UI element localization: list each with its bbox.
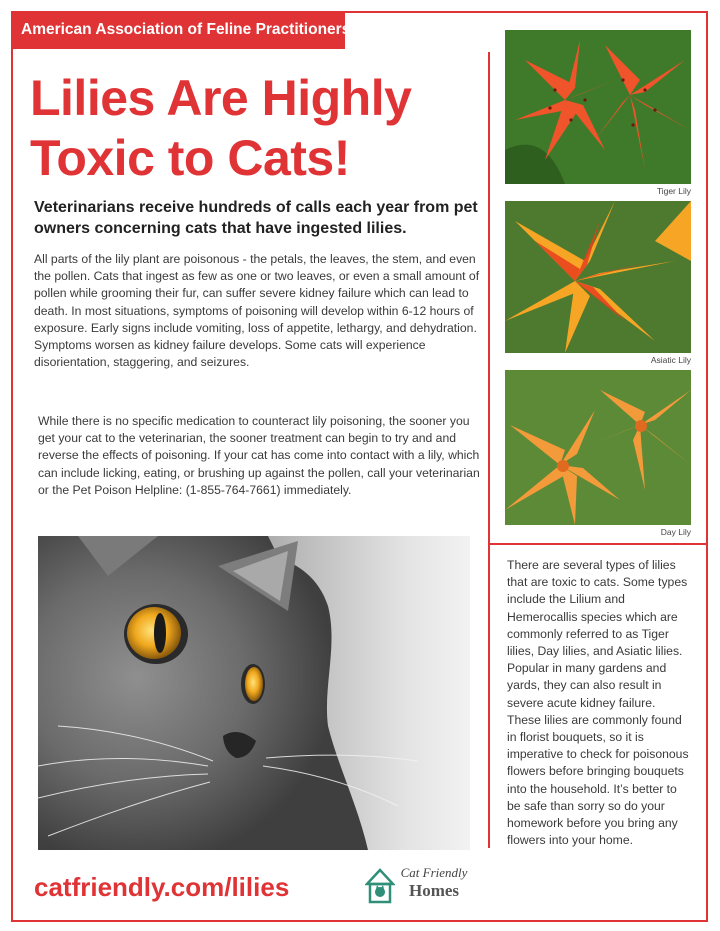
body-paragraph-symptoms: All parts of the lily plant are poisonous - the petals, the leaves, the stem, and even the pollen. Cats that ingest as few as one or two leaves, or even a small amount of pollen while grooming their fur, can suffer severe kidney failure which can lead to death. In most situations, symptoms of poisoning will develop within 6-12 hours of exposure. Early signs include vomiting, loss of appetite, lethargy, and dehydration. Symptoms worsen as kidney failure develops. Some cats will experience disorientation, staggering, and seizures. bbox=[34, 252, 480, 370]
logo-line2: Homes bbox=[408, 881, 460, 900]
day-lily-illustration bbox=[505, 370, 691, 525]
logo-text bbox=[395, 864, 473, 901]
logo-line1: Cat Friendly bbox=[400, 865, 468, 880]
asiatic-lily-photo bbox=[505, 201, 691, 353]
sidebar-divider bbox=[490, 543, 708, 545]
body-paragraph-treatment: While there is no specific medication to counteract lily poisoning, the sooner you get your cat to the veterinarian, the sooner treatment can begin to try and and reverse the effects of poisoning. If your cat has come into contact with a lily, which can include licking, eating, or brushing up against the pollen, call your veterinarian or the Pet Poison Helpline: (1-855-764-7661) immediately. bbox=[38, 414, 480, 497]
day-lily-photo bbox=[505, 370, 691, 525]
cat-friendly-homes-logo bbox=[365, 862, 473, 908]
cat-photo bbox=[38, 536, 470, 850]
page-title: Lilies Are Highly Toxic to Cats! bbox=[30, 70, 412, 186]
subtitle: Veterinarians receive hundreds of calls each year from pet owners concerning cats that have ingested lilies. bbox=[34, 199, 478, 237]
asiatic-lily-caption: Asiatic Lily bbox=[650, 355, 691, 365]
cat-illustration bbox=[38, 536, 470, 850]
tiger-lily-illustration bbox=[505, 30, 691, 184]
website-url: catfriendly.com/lilies bbox=[34, 872, 290, 902]
tiger-lily-caption: Tiger Lily bbox=[656, 186, 691, 196]
tiger-lily-photo bbox=[505, 30, 691, 184]
house-cat-icon bbox=[365, 862, 395, 908]
organization-banner: American Association of Feline Practitioners bbox=[11, 11, 345, 49]
sidebar-paragraph: There are several types of lilies that are toxic to cats. Some types include the Lilium and Hemerocallis species which are commonly referred to as Tiger lilies, Day lilies, and Asiatic lilies. Popular in many gardens and yards, they can also result in severe acute kidney failure. These lilies are commonly found in florist bouquets, so it is imperative to check for poisonous flowers before bringing bouquets into the household. It’s better to be safe than sorry so do your homework before you bring any flowers into your home. bbox=[507, 558, 689, 848]
day-lily-caption: Day Lily bbox=[660, 527, 691, 537]
asiatic-lily-illustration bbox=[505, 201, 691, 353]
